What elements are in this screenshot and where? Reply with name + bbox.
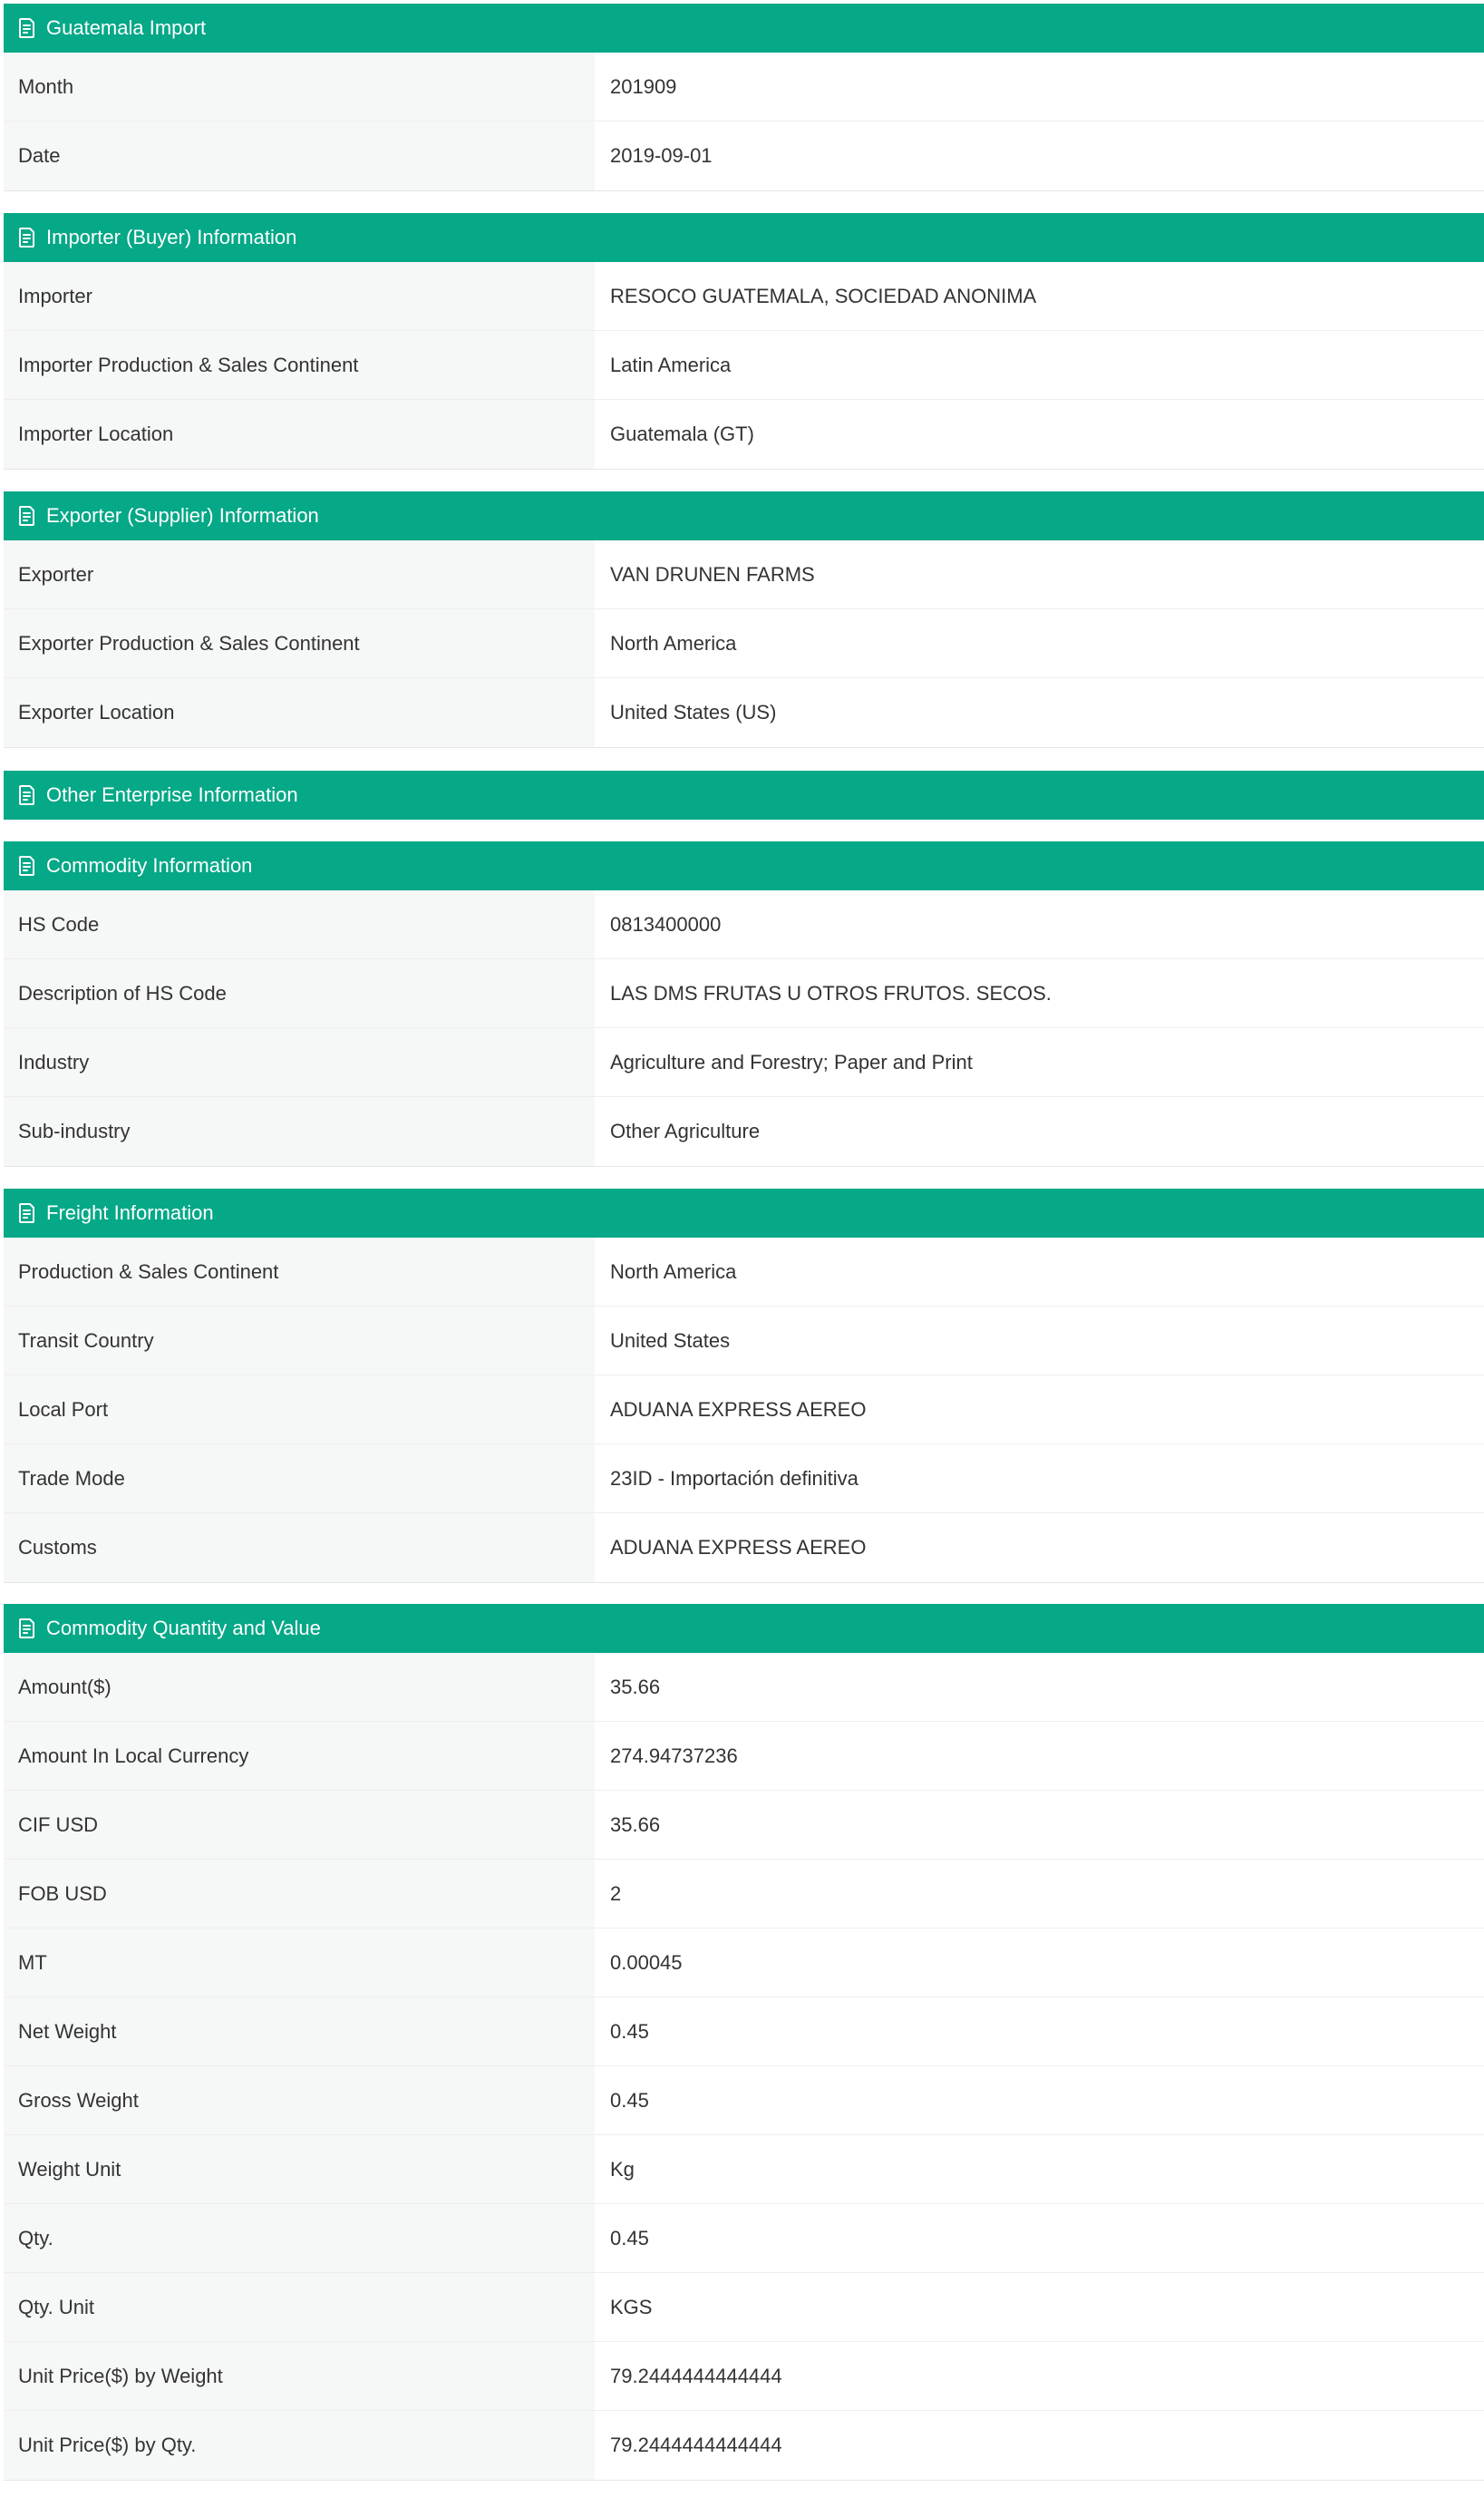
field-value: 79.2444444444444 — [595, 2342, 1484, 2410]
section-header — [4, 841, 1484, 890]
field-value: 274.94737236 — [595, 1722, 1484, 1790]
field-label: Exporter — [4, 540, 595, 608]
field-value: Guatemala (GT) — [595, 400, 1484, 469]
field-value: United States (US) — [595, 678, 1484, 747]
field-table — [4, 1238, 1484, 1583]
field-value: 0813400000 — [595, 890, 1484, 958]
section-header — [4, 771, 1484, 820]
field-value: 2 — [595, 1860, 1484, 1928]
field-row-industry — [4, 1028, 1484, 1097]
field-value: KGS — [595, 2273, 1484, 2341]
field-label: Month — [4, 53, 595, 121]
document-icon — [18, 855, 36, 877]
field-row-amount-in-local-currency — [4, 1722, 1484, 1791]
field-row-importer — [4, 262, 1484, 331]
section-header — [4, 491, 1484, 540]
field-label: Date — [4, 121, 595, 190]
section-commodity-quantity-and-value — [4, 1604, 1484, 2481]
field-row-description-of-hs-code — [4, 959, 1484, 1028]
document-icon — [18, 17, 36, 39]
field-label: Transit Country — [4, 1307, 595, 1375]
section-title: Freight Information — [46, 1201, 214, 1224]
section-freight-information — [4, 1189, 1484, 1583]
field-table — [4, 540, 1484, 748]
section-header — [4, 213, 1484, 262]
field-label: Exporter Production & Sales Continent — [4, 609, 595, 677]
section-title: Commodity Quantity and Value — [46, 1617, 321, 1639]
field-label: Amount($) — [4, 1653, 595, 1721]
field-row-sub-industry — [4, 1097, 1484, 1166]
field-label: Importer — [4, 262, 595, 330]
field-value: Agriculture and Forestry; Paper and Print — [595, 1028, 1484, 1096]
field-row-gross-weight — [4, 2066, 1484, 2135]
field-row-fob-usd — [4, 1860, 1484, 1929]
field-value: 0.45 — [595, 2066, 1484, 2134]
document-icon — [18, 784, 36, 806]
section-importer-buyer-information — [4, 213, 1484, 470]
field-row-cif-usd — [4, 1791, 1484, 1860]
field-value: ADUANA EXPRESS AEREO — [595, 1375, 1484, 1443]
field-value: 79.2444444444444 — [595, 2411, 1484, 2480]
field-label: Net Weight — [4, 1997, 595, 2065]
section-guatemala-import — [4, 4, 1484, 191]
field-table — [4, 890, 1484, 1167]
field-row-production-sales-continent — [4, 1238, 1484, 1307]
field-value: 35.66 — [595, 1791, 1484, 1859]
field-value: 0.45 — [595, 2204, 1484, 2272]
field-row-mt — [4, 1929, 1484, 1997]
document-icon — [18, 227, 36, 248]
field-row-unit-price-by-qty — [4, 2411, 1484, 2480]
section-title: Other Enterprise Information — [46, 783, 298, 806]
field-value: Other Agriculture — [595, 1097, 1484, 1166]
field-label: Unit Price($) by Qty. — [4, 2411, 595, 2480]
field-label: Unit Price($) by Weight — [4, 2342, 595, 2410]
field-label: Qty. — [4, 2204, 595, 2272]
field-label: Amount In Local Currency — [4, 1722, 595, 1790]
field-label: Industry — [4, 1028, 595, 1096]
field-row-trade-mode — [4, 1444, 1484, 1513]
field-label: Trade Mode — [4, 1444, 595, 1512]
field-table — [4, 1653, 1484, 2481]
field-value: 35.66 — [595, 1653, 1484, 1721]
field-value: LAS DMS FRUTAS U OTROS FRUTOS. SECOS. — [595, 959, 1484, 1027]
field-row-exporter — [4, 540, 1484, 609]
field-row-date — [4, 121, 1484, 190]
field-row-qty — [4, 2204, 1484, 2273]
section-header — [4, 4, 1484, 53]
field-row-customs — [4, 1513, 1484, 1582]
field-label: Production & Sales Continent — [4, 1238, 595, 1306]
field-row-local-port — [4, 1375, 1484, 1444]
field-label: MT — [4, 1929, 595, 1997]
document-icon — [18, 505, 36, 527]
document-icon — [18, 1202, 36, 1224]
field-label: Customs — [4, 1513, 595, 1582]
section-commodity-information — [4, 841, 1484, 1167]
field-value: VAN DRUNEN FARMS — [595, 540, 1484, 608]
field-value: United States — [595, 1307, 1484, 1375]
document-icon — [18, 1618, 36, 1639]
field-label: Local Port — [4, 1375, 595, 1443]
section-title: Exporter (Supplier) Information — [46, 504, 319, 527]
field-table — [4, 53, 1484, 191]
field-label: CIF USD — [4, 1791, 595, 1859]
field-value: North America — [595, 609, 1484, 677]
field-label: Gross Weight — [4, 2066, 595, 2134]
field-label: FOB USD — [4, 1860, 595, 1928]
section-title: Guatemala Import — [46, 16, 207, 39]
field-row-amount — [4, 1653, 1484, 1722]
field-row-transit-country — [4, 1307, 1484, 1375]
field-value: Latin America — [595, 331, 1484, 399]
section-header — [4, 1604, 1484, 1653]
section-exporter-supplier-information — [4, 491, 1484, 748]
field-row-hs-code — [4, 890, 1484, 959]
field-value: Kg — [595, 2135, 1484, 2203]
field-row-net-weight — [4, 1997, 1484, 2066]
field-table — [4, 262, 1484, 470]
field-label: Importer Production & Sales Continent — [4, 331, 595, 399]
field-value: 2019-09-01 — [595, 121, 1484, 190]
field-row-month — [4, 53, 1484, 121]
field-row-exporter-production-sales-continent — [4, 609, 1484, 678]
field-value: 0.45 — [595, 1997, 1484, 2065]
section-header — [4, 1189, 1484, 1238]
field-value: RESOCO GUATEMALA, SOCIEDAD ANONIMA — [595, 262, 1484, 330]
field-row-importer-location — [4, 400, 1484, 469]
field-label: Weight Unit — [4, 2135, 595, 2203]
field-row-importer-production-sales-continent — [4, 331, 1484, 400]
field-label: Qty. Unit — [4, 2273, 595, 2341]
field-value: 201909 — [595, 53, 1484, 121]
section-title: Importer (Buyer) Information — [46, 226, 297, 248]
section-title: Commodity Information — [46, 854, 253, 877]
field-label: Description of HS Code — [4, 959, 595, 1027]
field-row-qty-unit — [4, 2273, 1484, 2342]
field-label: Importer Location — [4, 400, 595, 469]
field-label: HS Code — [4, 890, 595, 958]
field-label: Exporter Location — [4, 678, 595, 747]
section-other-enterprise-information — [4, 771, 1484, 820]
field-label: Sub-industry — [4, 1097, 595, 1166]
field-row-exporter-location — [4, 678, 1484, 747]
field-value: ADUANA EXPRESS AEREO — [595, 1513, 1484, 1582]
field-value: 23ID - Importación definitiva — [595, 1444, 1484, 1512]
field-row-weight-unit — [4, 2135, 1484, 2204]
field-value: North America — [595, 1238, 1484, 1306]
field-row-unit-price-by-weight — [4, 2342, 1484, 2411]
field-value: 0.00045 — [595, 1929, 1484, 1997]
